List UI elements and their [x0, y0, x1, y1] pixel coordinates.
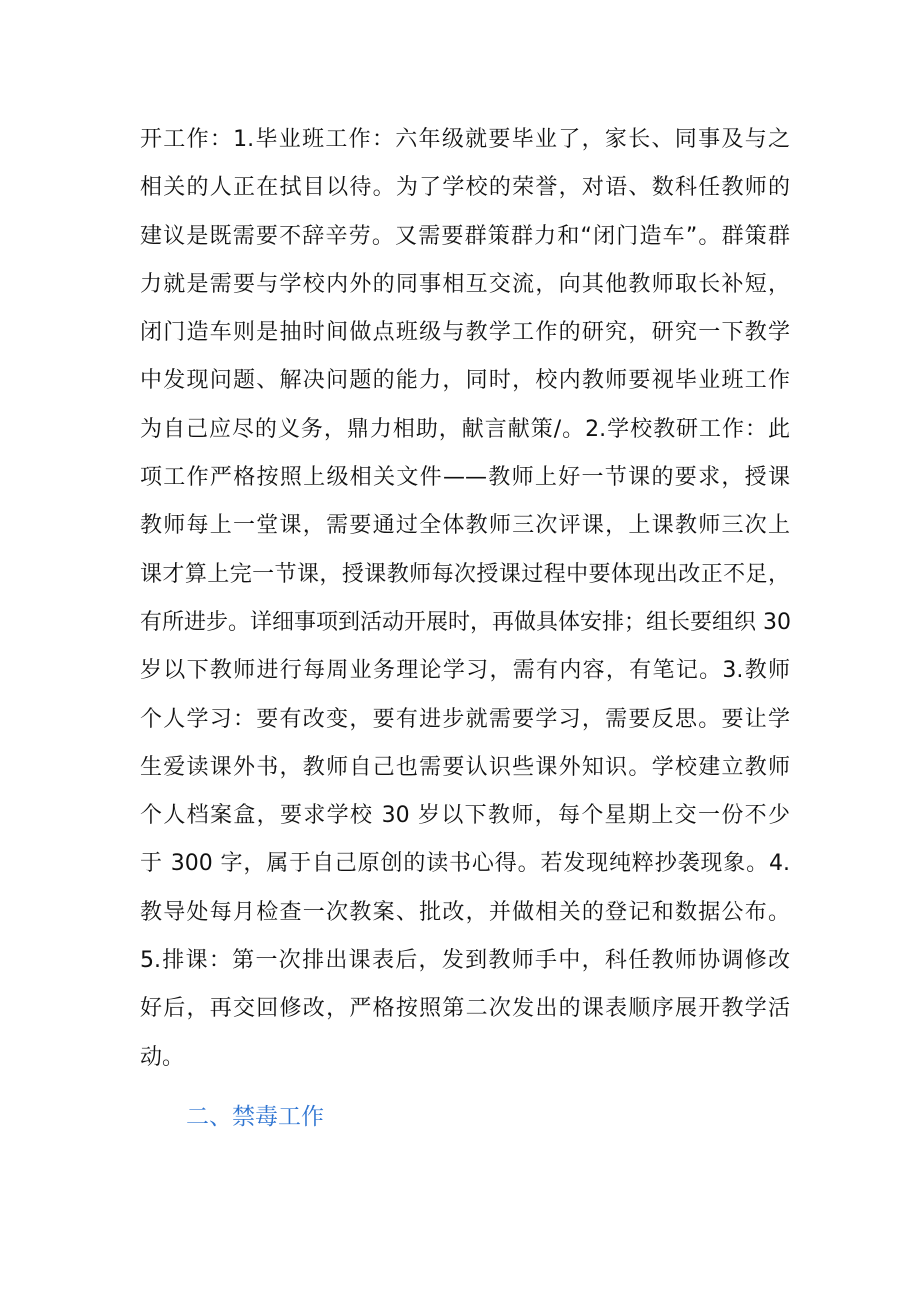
paragraph-line: 教师每上一堂课，需要通过全体教师三次评课，上课教师三次上: [140, 513, 790, 539]
paragraph-line: 生爱读课外书，教师自己也需要认识些课外知识。学校建立教师: [140, 754, 790, 780]
paragraph-line: 于 300 字，属于自己原创的读书心得。若发现纯粹抄袭现象。4.: [140, 851, 790, 877]
paragraph-line: 建议是既需要不辞辛劳。又需要群策群力和“闭门造车”。群策群: [140, 223, 790, 249]
paragraph-line: 教导处每月检查一次教案、批改，并做相关的登记和数据公布。: [140, 899, 790, 925]
paragraph-line: 中发现问题、解决问题的能力，同时，校内教师要视毕业班工作: [140, 368, 790, 394]
paragraph-line: 好后，再交回修改，严格按照第二次发出的课表顺序展开教学活: [140, 996, 790, 1022]
body-paragraph: [140, 116, 790, 1082]
paragraph-line: 岁以下教师进行每周业务理论学习，需有内容，有笔记。3.教师: [140, 658, 790, 684]
paragraph-line: 闭门造车则是抽时间做点班级与教学工作的研究，研究一下教学: [140, 320, 790, 346]
paragraph-line: 为自己应尽的义务，鼎力相助，献言献策/。2.学校教研工作：此: [140, 416, 790, 442]
paragraph-line: 动。: [140, 1044, 185, 1070]
paragraph-line: 5.排课：第一次排出课表后，发到教师手中，科任教师协调修改: [140, 948, 790, 974]
section-heading: 二、禁毒工作: [186, 1104, 324, 1130]
paragraph-line: 课才算上完一节课，授课教师每次授课过程中要体现出改正不足，: [140, 561, 790, 587]
paragraph-line: 开工作：1.毕业班工作：六年级就要毕业了，家长、同事及与之: [140, 127, 790, 152]
paragraph-line: 相关的人正在拭目以待。为了学校的荣誉，对语、数科任教师的: [140, 175, 790, 201]
paragraph-line: 力就是需要与学校内外的同事相互交流，向其他教师取长补短，: [140, 271, 790, 297]
paragraph-line: 有所进步。详细事项到活动开展时，再做具体安排；组长要组织 30: [140, 609, 791, 635]
paragraph-line: 个人学习：要有改变，要有进步就需要学习，需要反思。要让学: [140, 706, 790, 732]
paragraph-line: 个人档案盒，要求学校 30 岁以下教师，每个星期上交一份不少: [140, 803, 790, 829]
paragraph-line: 项工作严格按照上级相关文件——教师上好一节课的要求，授课: [140, 465, 790, 491]
